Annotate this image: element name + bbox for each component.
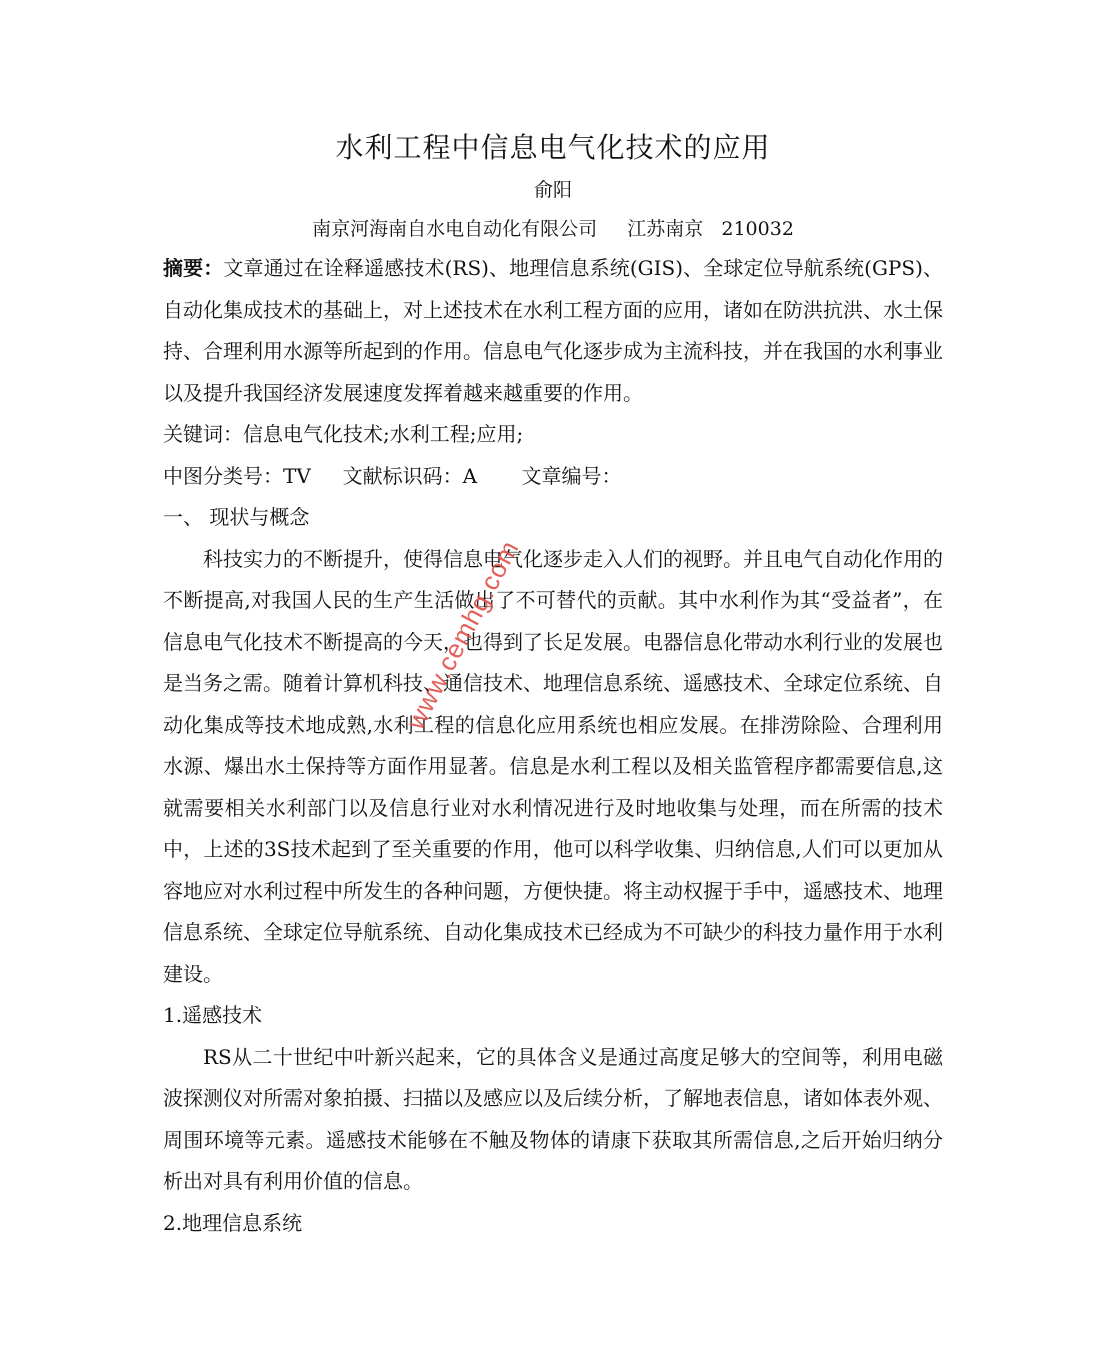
abstract	[163, 248, 943, 414]
subsection-heading-gis: 2.地理信息系统	[163, 1210, 303, 1235]
abstract-label: 摘要：	[163, 256, 224, 280]
subsection-paragraph-remote-sensing: RS从二十世纪中叶新兴起来，它的具体含义是通过高度足够大的空间等，利用电磁波探测仪对所需对象拍摄、扫描以及感应以及后续分析，了解地表信息，诸如体表外观、周围环境等元素。遥感技术能够在不触及物体的请康下获取其所需信息,之后开始归纳分析出对具有利用价值的信息。	[163, 1044, 943, 1193]
author-affiliation: 南京河海南自水电自动化有限公司 江苏南京 210032	[312, 218, 794, 240]
section-heading: 一、 现状与概念	[163, 505, 310, 529]
paper-page	[163, 128, 943, 1244]
keywords-line: 关键词：信息电气化技术;水利工程;应用;	[163, 422, 524, 446]
abstract-text: 文章通过在诠释遥感技术(RS)、地理信息系统(GIS)、全球定位导航系统(GPS)、自动化集成技术的基础上，对上述技术在水利工程方面的应用，诸如在防洪抗洪、水土保持、合理利用水源等所起到的作用。信息电气化逐步成为主流科技，并在我国的水利事业以及提升我国经济发展速度发挥着越来越重要的作用。	[163, 256, 943, 405]
author-name: 俞阳	[533, 179, 572, 201]
watermark: www.cemhg.com	[400, 535, 525, 735]
classification-line: 中图分类号：TV 文献标识码：A 文章编号：	[163, 463, 622, 488]
paper-title: 水利工程中信息电气化技术的应用	[335, 131, 771, 164]
subsection-heading-remote-sensing: 1.遥感技术	[163, 1003, 263, 1027]
section-paragraph: 科技实力的不断提升，使得信息电气化逐步走入人们的视野。并且电气自动化作用的不断提高,对我国人民的生产生活做出了不可替代的贡献。其中水利作为其“受益者”，在信息电气化技术不断提高的今天，也得到了长足发展。电器信息化带动水利行业的发展也是当务之需。随着计算机科技、通信技术、地理信息系统、遥感技术、全球定位系统、自动化集成等技术地成熟,水利工程的信息化应用系统也相应发展。在排涝除险、合理利用水源、爆出水土保持等方面作用显著。信息是水利工程以及相关监管程序都需要信息,这就需要相关水利部门以及信息行业对水利情况进行及时地收集与处理，而在所需的技术中，上述的3S技术起到了至关重要的作用，他可以科学收集、归纳信息,人们可以更加从容地应对水利过程中所发生的各种问题，方便快捷。将主动权握于手中，遥感技术、地理信息系统、全球定位导航系统、自动化集成技术已经成为不可缺少的科技力量作用于水利建设。	[163, 546, 943, 986]
